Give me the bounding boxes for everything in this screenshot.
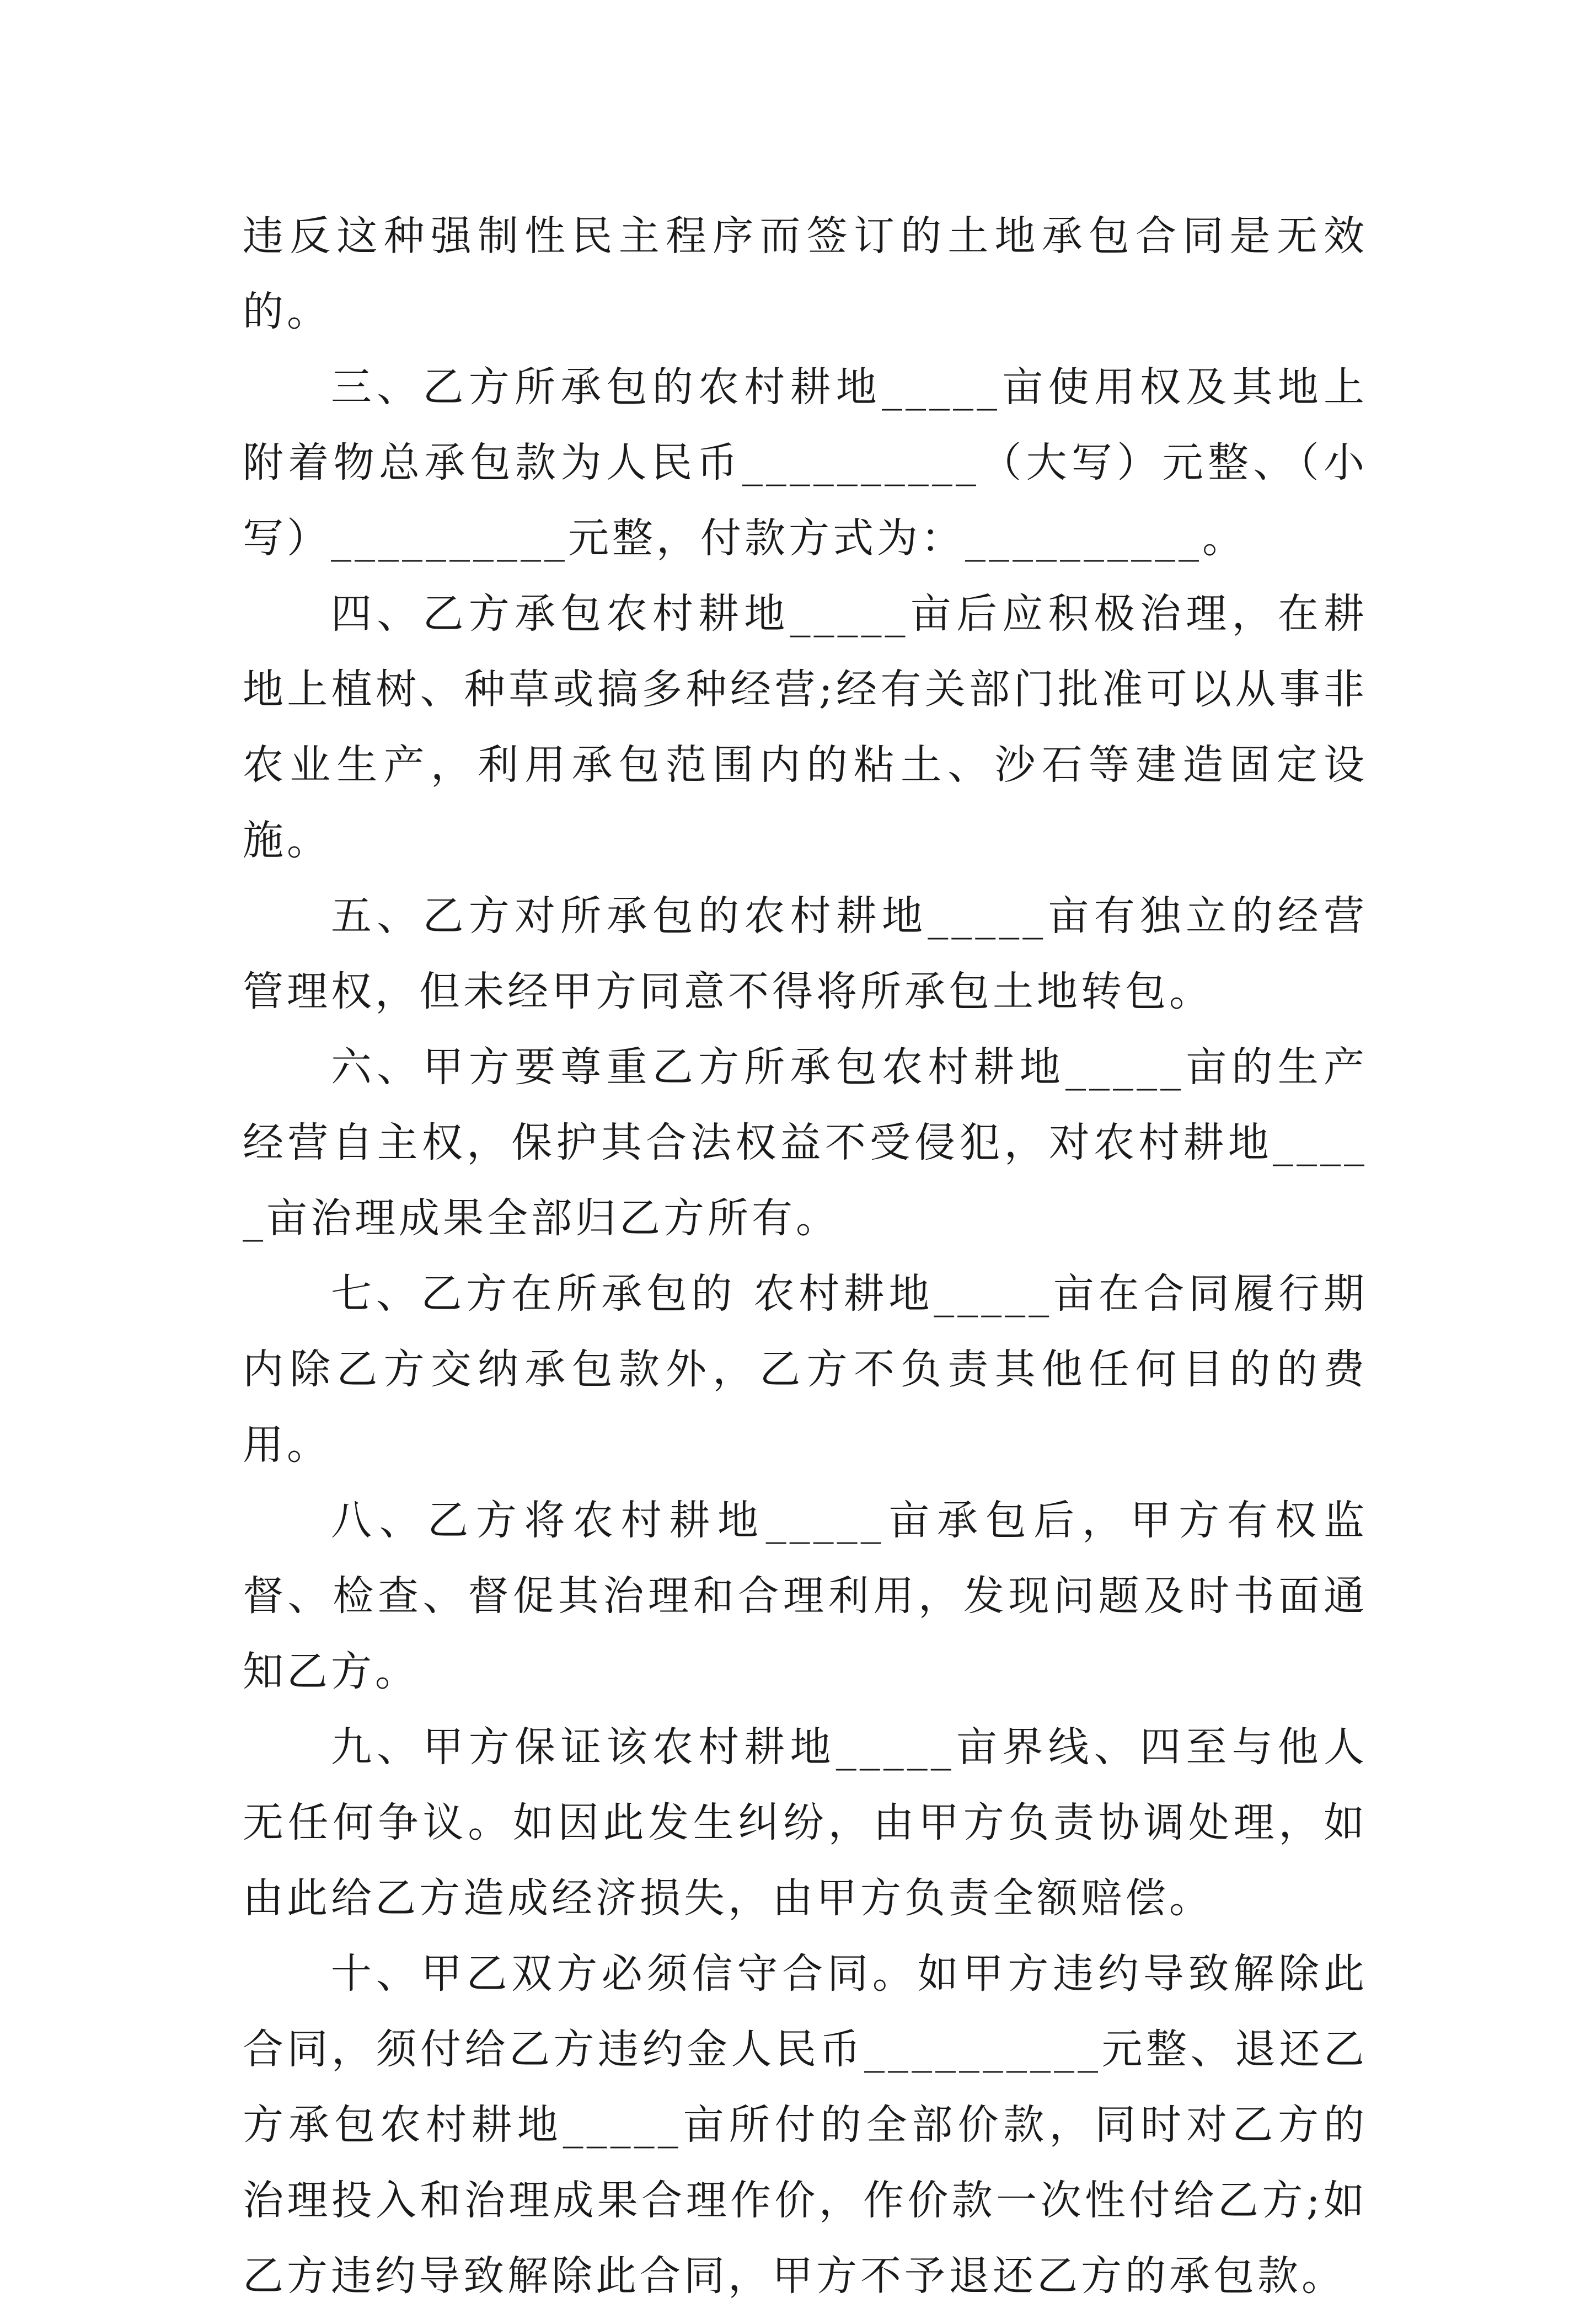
clause-7: 七、乙方在所承包的 农村耕地_____亩在合同履行期内除乙方交纳承包款外，乙方不负责其他任何目的的费用。 bbox=[243, 1270, 1368, 1469]
clause-5: 五、乙方对所承包的农村耕地_____亩有独立的经营管理权，但未经甲方同意不得将所承包土地转包。 bbox=[243, 892, 1368, 1015]
contract-body bbox=[243, 199, 1368, 2314]
clause-6: 六、甲方要尊重乙方所承包农村耕地_____亩的生产经营自主权，保护其合法权益不受侵犯，对农村耕地_____亩治理成果全部归乙方所有。 bbox=[243, 1043, 1368, 1242]
clause-8: 八、乙方将农村耕地_____亩承包后，甲方有权监督、检查、督促其治理和合理利用，发现问题及时书面通知乙方。 bbox=[243, 1497, 1368, 1695]
clause-4: 四、乙方承包农村耕地_____亩后应积极治理，在耕地上植树、种草或搞多种经营;经有关部门批准可以从事非农业生产，利用承包范围内的粘土、沙石等建造固定设施。 bbox=[243, 590, 1368, 864]
clause-10: 十、甲乙双方必须信守合同。如甲方违约导致解除此合同，须付给乙方违约金人民币__________元整、退还乙方承包农村耕地_____亩所付的全部价款，同时对乙方的治理投入和治理成果合理作价，作价款一次性付给乙方;如乙方违约导致解除此合同，甲方不予退还乙方的承包款。 bbox=[243, 1950, 1368, 2300]
clause-3: 三、乙方所承包的农村耕地_____亩使用权及其地上附着物总承包款为人民币__________（大写）元整、（小写）__________元整，付款方式为：__________。 bbox=[243, 363, 1368, 562]
paragraph-continuation: 违反这种强制性民主程序而签订的土地承包合同是无效的。 bbox=[243, 212, 1368, 335]
clause-9: 九、甲方保证该农村耕地_____亩界线、四至与他人无任何争议。如因此发生纠纷，由甲方负责协调处理，如由此给乙方造成经济损失，由甲方负责全额赔偿。 bbox=[243, 1723, 1368, 1922]
